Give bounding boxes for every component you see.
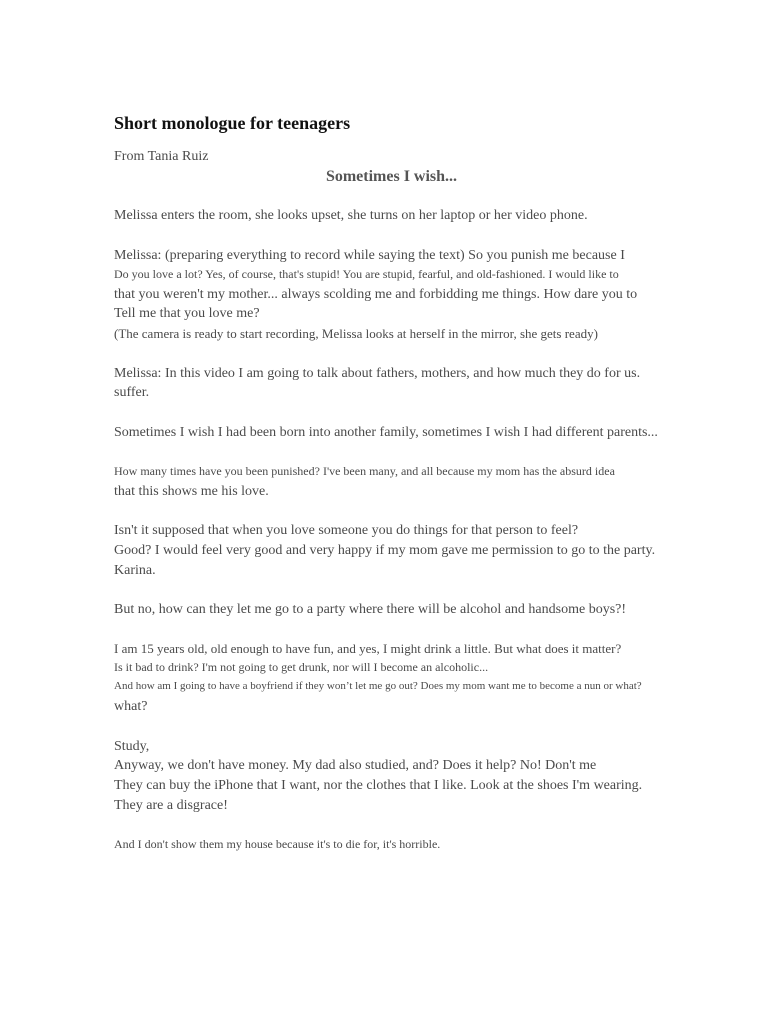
text-line: Melissa: In this video I am going to talk about fathers, mothers, and how much they do for us. [114,366,641,381]
text-line: Good? I would feel very good and very happy if my mom gave me permission to go to the party. [114,543,656,558]
text-line: And I don't show them my house because it's to die for, it's horrible. [114,837,441,851]
text-line: Tell me that you love me? [114,306,260,321]
text-line: I am 15 years old, old enough to have fun, and yes, I might drink a little. But what does it matter? [114,641,622,656]
text-line: that you weren't my mother... always scolding me and forbidding me things. How dare you to [114,287,638,302]
author-line: From Tania Ruiz [114,149,209,164]
text-line: Do you love a lot? Yes, of course, that's stupid! You are stupid, fearful, and old-fashioned. I would like to [114,267,619,281]
text-line: Study, [114,739,150,754]
text-line: what? [114,699,148,714]
text-line: that this shows me his love. [114,484,269,499]
text-line: Karina. [114,563,156,578]
text-line: Isn't it supposed that when you love someone you do things for that person to feel? [114,523,579,538]
text-line: They are a disgrace! [114,798,228,813]
text-line: Is it bad to drink? I'm not going to get drunk, nor will I become an alcoholic... [114,660,489,674]
text-line: Anyway, we don't have money. My dad also studied, and? Does it help? No! Don't me [114,758,597,773]
text-line: Melissa: (preparing everything to record while saying the text) So you punish me because I [114,248,625,263]
text-line: And how am I going to have a boyfriend if they won’t let me go out? Does my mom want me to become a nun or what? [114,680,642,692]
text-line: Melissa enters the room, she looks upset, she turns on her laptop or her video phone. [114,208,588,223]
text-line: suffer. [114,385,150,400]
text-line: They can buy the iPhone that I want, nor the clothes that I like. Look at the shoes I'm wearing. [114,778,643,793]
text-line: Sometimes I wish I had been born into another family, sometimes I wish I had different parents... [114,425,658,440]
text-line: But no, how can they let me go to a party where there will be alcohol and handsome boys?! [114,602,627,617]
text-line: (The camera is ready to start recording, Melissa looks at herself in the mirror, she gets ready) [114,326,598,341]
monologue-subtitle: Sometimes I wish... [325,168,458,185]
document-title: Short monologue for teenagers [114,113,351,133]
text-line: How many times have you been punished? I've been many, and all because my mom has the absurd idea [114,464,615,478]
